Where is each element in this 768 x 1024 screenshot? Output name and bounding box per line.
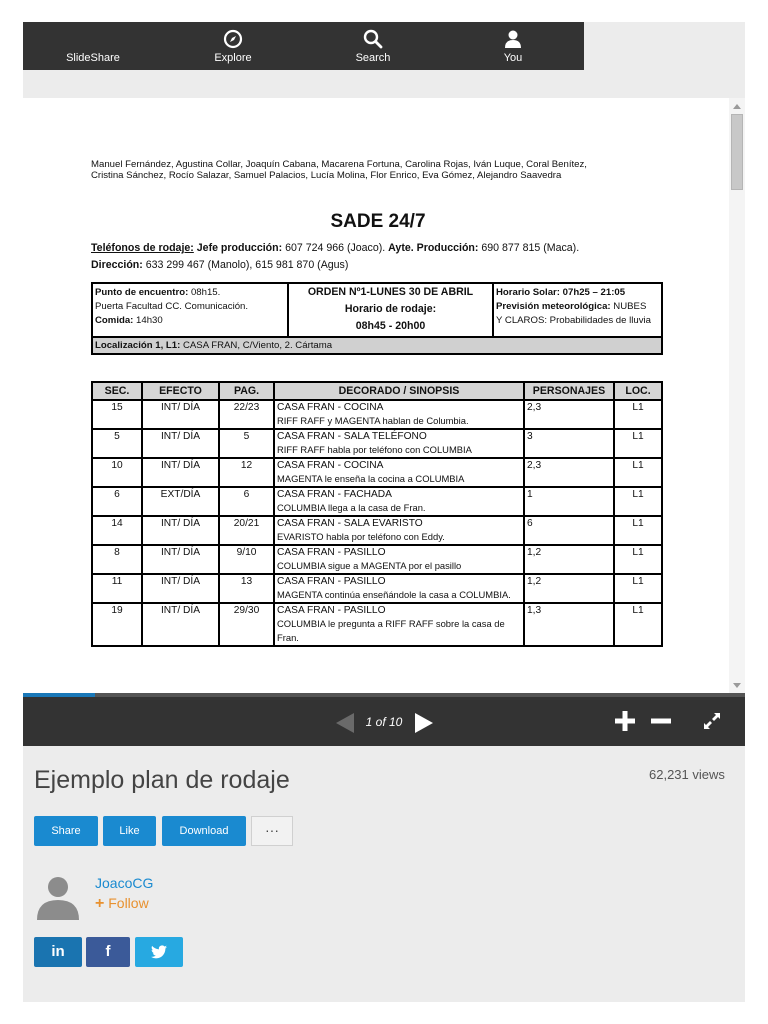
view-count: 62,231 views: [649, 767, 725, 782]
cell-personajes: 2,3: [524, 458, 614, 487]
horario-label: Horario de rodaje:: [344, 303, 437, 315]
cell-efecto: INT/ DÍA: [142, 545, 219, 574]
facebook-icon: f: [105, 943, 111, 960]
cell-loc: L1: [614, 458, 662, 487]
cell-loc: L1: [614, 400, 662, 429]
linkedin-icon: in: [51, 943, 65, 960]
order-info: [289, 284, 494, 336]
header-sec: SEC.: [92, 382, 142, 400]
cell-sinopsis-text: COLUMBIA llega a la casa de Fran.: [277, 502, 426, 513]
cell-sec: 10: [92, 458, 142, 487]
like-button[interactable]: Like: [103, 816, 156, 846]
cell-pag: 13: [219, 574, 274, 603]
prevision-label: Previsión meteorológica:: [496, 301, 611, 312]
cell-decorado: [274, 458, 524, 487]
cell-personajes: 1,2: [524, 545, 614, 574]
slide-scrollbar[interactable]: [729, 98, 745, 694]
cast-list: [91, 160, 665, 181]
cell-decorado: [274, 574, 524, 603]
nav-search[interactable]: [303, 22, 443, 70]
header-efecto: EFECTO: [142, 382, 219, 400]
search-icon: [363, 29, 383, 49]
solar-label: Horario Solar:: [496, 287, 560, 298]
fullscreen-icon[interactable]: [703, 712, 721, 730]
plus-icon: +: [95, 895, 105, 912]
cell-decorado-text: CASA FRAN - PASILLO: [277, 547, 386, 558]
header-personajes: PERSONAJES: [524, 382, 614, 400]
cell-loc: L1: [614, 487, 662, 516]
cell-decorado: [274, 516, 524, 545]
call-sheet-info: [91, 282, 663, 355]
cell-efecto: INT/ DÍA: [142, 429, 219, 458]
direccion-value: 633 299 467 (Manolo), 615 981 870 (Agus): [145, 259, 349, 271]
cell-sec: 15: [92, 400, 142, 429]
cell-personajes: 3: [524, 429, 614, 458]
twitter-share-button[interactable]: [135, 937, 183, 967]
cell-decorado: [274, 487, 524, 516]
table-row: [92, 458, 662, 487]
slide-title: SADE 24/7: [330, 211, 426, 232]
cell-pag: 12: [219, 458, 274, 487]
cell-pag: 29/30: [219, 603, 274, 646]
schedule-table: [91, 381, 663, 647]
loc-label: Localización 1, L1:: [95, 340, 181, 351]
cell-loc: L1: [614, 516, 662, 545]
nav-slideshare[interactable]: [23, 22, 163, 70]
encuentro-place: Puerta Facultad CC. Comunicación.: [95, 301, 249, 312]
cell-pag: 22/23: [219, 400, 274, 429]
twitter-icon: [151, 945, 167, 959]
author-link[interactable]: JoacoCG: [95, 875, 154, 891]
scrollbar-thumb[interactable]: [731, 114, 743, 190]
cell-decorado: [274, 603, 524, 646]
cell-personajes: 1,2: [524, 574, 614, 603]
phones-label: Teléfonos de rodaje:: [91, 242, 194, 254]
cell-sinopsis-text: RIFF RAFF habla por teléfono con COLUMBIA: [277, 444, 472, 455]
cell-efecto: EXT/DÍA: [142, 487, 219, 516]
cell-sec: 11: [92, 574, 142, 603]
scroll-down-icon[interactable]: [733, 683, 741, 688]
cell-personajes: 1: [524, 487, 614, 516]
cell-sinopsis-text: MAGENTA continúa enseñándole la casa a COLUMBIA.: [277, 589, 511, 600]
table-row: [92, 574, 662, 603]
cell-sinopsis-text: MAGENTA le enseña la cocina a COLUMBIA: [277, 473, 465, 484]
horario-value: 08h45 - 20h00: [355, 320, 426, 332]
direccion-label: Dirección:: [91, 259, 143, 271]
linkedin-share-button[interactable]: [34, 937, 82, 967]
cell-personajes: 1,3: [524, 603, 614, 646]
jefe-value: 607 724 966 (Joaco).: [285, 242, 386, 254]
cell-loc: L1: [614, 429, 662, 458]
nav-search-label: Search: [355, 52, 391, 64]
cell-loc: L1: [614, 574, 662, 603]
cell-decorado: [274, 545, 524, 574]
cell-sinopsis-text: RIFF RAFF y MAGENTA hablan de Columbia.: [277, 415, 469, 426]
cell-sec: 5: [92, 429, 142, 458]
top-nav: [23, 22, 584, 70]
jefe-label: Jefe producción:: [196, 242, 283, 254]
encuentro-label: Punto de encuentro:: [95, 287, 189, 298]
contact-phones: [91, 240, 665, 274]
previous-slide-icon[interactable]: [336, 713, 354, 733]
cell-decorado-text: CASA FRAN - SALA EVARISTO: [277, 518, 423, 529]
table-row: [92, 400, 662, 429]
loc-value: CASA FRAN, C/Viento, 2. Cártama: [182, 340, 333, 351]
slide-viewer[interactable]: [23, 98, 745, 694]
meeting-info: [93, 284, 289, 336]
location-row: [93, 338, 661, 353]
cell-pag: 5: [219, 429, 274, 458]
user-icon: [503, 29, 523, 49]
nav-explore[interactable]: [163, 22, 303, 70]
prevision-value: NUBES: [613, 301, 647, 312]
cell-decorado-text: CASA FRAN - FACHADA: [277, 489, 392, 500]
cell-personajes: 2,3: [524, 400, 614, 429]
comida-value: 14h30: [136, 315, 163, 326]
table-header-row: [92, 382, 662, 400]
ayte-label: Ayte. Producción:: [388, 242, 479, 254]
facebook-share-button[interactable]: [86, 937, 130, 967]
follow-button[interactable]: [95, 895, 149, 913]
table-row: [92, 487, 662, 516]
follow-label: Follow: [108, 895, 149, 911]
cell-loc: L1: [614, 603, 662, 646]
slide-controls: [23, 697, 745, 746]
cell-pag: 6: [219, 487, 274, 516]
cell-decorado: [274, 400, 524, 429]
ayte-value: 690 877 815 (Maca).: [481, 242, 580, 254]
compass-icon: [223, 29, 243, 49]
cell-sec: 14: [92, 516, 142, 545]
cell-sec: 19: [92, 603, 142, 646]
cell-sinopsis-text: COLUMBIA sigue a MAGENTA por el pasillo: [277, 560, 462, 571]
nav-explore-label: Explore: [214, 52, 252, 64]
cell-pag: 9/10: [219, 545, 274, 574]
cell-efecto: INT/ DÍA: [142, 458, 219, 487]
cell-decorado-text: CASA FRAN - PASILLO: [277, 605, 386, 616]
header-loc: LOC.: [614, 382, 662, 400]
more-options-button[interactable]: ···: [251, 816, 293, 846]
cell-efecto: INT/ DÍA: [142, 400, 219, 429]
cell-sinopsis-text: EVARISTO habla por teléfono con Eddy.: [277, 531, 445, 542]
table-row: [92, 516, 662, 545]
table-row: [92, 429, 662, 458]
avatar[interactable]: [34, 874, 82, 920]
comida-label: Comida:: [95, 315, 134, 326]
next-slide-icon[interactable]: [415, 713, 433, 733]
cell-decorado-text: CASA FRAN - PASILLO: [277, 576, 386, 587]
zoom-in-icon[interactable]: [614, 710, 636, 732]
presentation-title: Ejemplo plan de rodaje: [34, 766, 290, 794]
cast-line-2: Cristina Sánchez, Rocío Salazar, Samuel Palacios, Lucía Molina, Flor Enrico, Eva Gómez, Alejandro Saavedra: [91, 169, 562, 181]
cell-efecto: INT/ DÍA: [142, 574, 219, 603]
cell-sec: 8: [92, 545, 142, 574]
order-title: ORDEN Nº1-LUNES 30 DE ABRIL: [307, 286, 474, 298]
zoom-out-icon[interactable]: [650, 710, 672, 732]
weather-info: [494, 284, 661, 336]
cell-decorado-text: CASA FRAN - SALA TELÉFONO: [277, 431, 427, 442]
share-button[interactable]: Share: [34, 816, 98, 846]
cell-efecto: INT/ DÍA: [142, 516, 219, 545]
page-indicator: 1 of 10: [365, 715, 403, 729]
prevision-more: Y CLAROS: Probabilidades de lluvia: [496, 315, 652, 326]
table-row: [92, 545, 662, 574]
cell-loc: L1: [614, 545, 662, 574]
nav-you[interactable]: [443, 22, 583, 70]
cell-decorado-text: CASA FRAN - COCINA: [277, 460, 384, 471]
nav-slideshare-label: SlideShare: [66, 52, 120, 64]
solar-value: 07h25 – 21:05: [562, 287, 626, 298]
cell-efecto: INT/ DÍA: [142, 603, 219, 646]
scroll-up-icon[interactable]: [733, 104, 741, 109]
nav-you-label: You: [503, 52, 523, 64]
cast-line-1: Manuel Fernández, Agustina Collar, Joaquín Cabana, Macarena Fortuna, Carolina Rojas, Iván Luque, Coral Benítez,: [91, 159, 587, 170]
download-button[interactable]: Download: [162, 816, 246, 846]
encuentro-value: 08h15.: [190, 287, 221, 298]
table-row: [92, 603, 662, 646]
cell-sinopsis-text: COLUMBIA le pregunta a RIFF RAFF sobre la casa de Fran.: [277, 618, 505, 643]
cell-personajes: 6: [524, 516, 614, 545]
cell-pag: 20/21: [219, 516, 274, 545]
cell-decorado-text: CASA FRAN - COCINA: [277, 402, 384, 413]
header-pag: PAG.: [219, 382, 274, 400]
cell-decorado: [274, 429, 524, 458]
cell-sec: 6: [92, 487, 142, 516]
header-decorado: DECORADO / SINOPSIS: [274, 382, 524, 400]
